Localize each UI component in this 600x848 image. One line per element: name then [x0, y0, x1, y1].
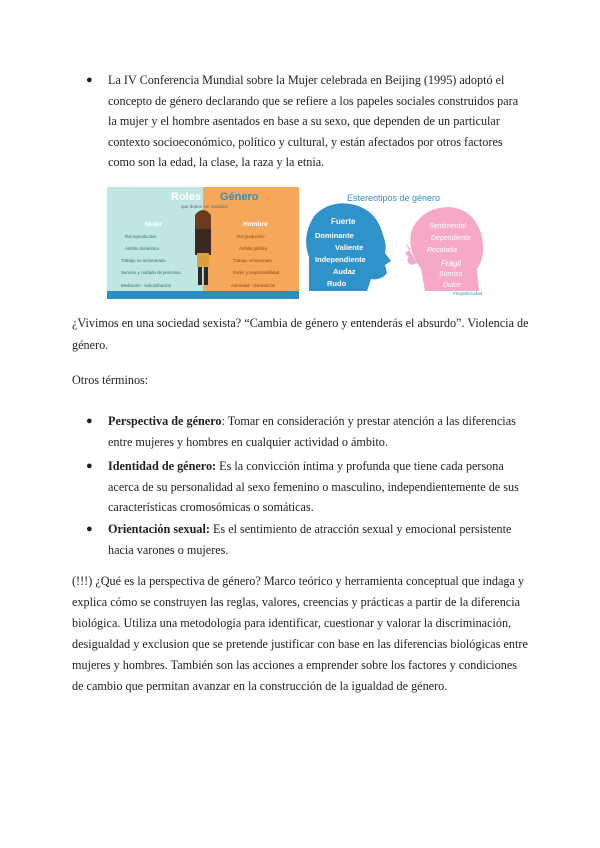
female-word: Sentimental: [429, 223, 466, 230]
term-definition-start: Es la convicción íntima y profunda que tiene cada persona: [216, 459, 504, 473]
term-first-line: [108, 519, 528, 540]
term-first-line: [108, 411, 528, 432]
term-name: Identidad de género:: [108, 459, 217, 473]
para-line: explica cómo se construyen las reglas, valores, creencias y prácticas a partir de la diferencia: [72, 595, 521, 609]
female-word: Sumisa: [439, 271, 463, 278]
hombre-item: Trabajo remunerado: [233, 258, 272, 263]
roles-title-c: Género: [219, 191, 259, 203]
term-perspectiva: [86, 411, 528, 452]
roles-subtitle: que deben ser abolidos: [181, 204, 228, 209]
term-first-line: [108, 456, 528, 477]
question-paragraph: [72, 313, 528, 356]
bullet-line: concepto de género declarando que se refiere a los papeles sociales construidos para: [108, 93, 519, 108]
estereotipos-infographic: [301, 187, 492, 299]
col-mujer-heading: Mujer: [145, 221, 163, 228]
bullet-line: la mujer y el hombre asentados en base a su sexo, que dependen de un particular: [108, 114, 500, 128]
hombre-item: Rol productivo: [237, 234, 265, 239]
term-definition-start: Es el sentimiento de atracción sexual y emocional persistente: [209, 522, 512, 536]
hombre-item: Autoridad - dominación: [231, 283, 276, 288]
male-word: Independiente: [315, 255, 366, 264]
term-name: Orientación sexual:: [108, 522, 210, 536]
roles-title-b: de: [204, 191, 217, 203]
col-hombre-heading: Hombre: [243, 221, 268, 228]
otros-terminos-heading: Otros términos:: [72, 373, 149, 387]
roles-title: [171, 191, 258, 203]
female-word: Recatada: [427, 247, 457, 254]
bullet-dot: ●: [86, 460, 93, 472]
term-orientacion: [86, 519, 528, 560]
mujer-item: Servicio y cuidado de personas: [121, 270, 181, 275]
bullet-beijing: [86, 70, 528, 173]
term-definition-start: : Tomar en consideración y prestar atención a las diferencias: [221, 414, 516, 428]
mujer-item: Trabajo no remunerado: [121, 258, 166, 263]
female-word: Frágil: [441, 259, 462, 268]
roles-infographic: [107, 187, 299, 299]
hashtag-label: #SoyMiCiudad: [453, 291, 483, 296]
estereotipos-title: Estereotipos de género: [347, 193, 441, 203]
male-word: Rudo: [327, 279, 347, 288]
male-word: Audaz: [333, 267, 356, 276]
mujer-item: Rol reproductivo: [125, 234, 157, 239]
para-line: (!!!) ¿Qué es la perspectiva de género? Marco teórico y herramienta conceptual que indaga y: [72, 574, 525, 588]
bullet-line: La IV Conferencia Mundial sobre la Mujer celebrada en Beijing (1995) adoptó el: [108, 73, 505, 87]
bullet-line: contexto socioeconómico, político y cultural, y están afectados por otros factores: [108, 134, 503, 149]
bullet-dot: ●: [86, 523, 93, 535]
roles-title-a: Roles: [171, 191, 201, 203]
term-identidad: [86, 456, 528, 518]
question-line: género.: [72, 337, 109, 352]
para-line: de cambio que permitan avanzar en la construcción de la igualdad de género.: [72, 679, 448, 693]
bullet-dot: ●: [86, 74, 93, 86]
term-line: entre mujeres y hombres en cualquier actividad o ámbito.: [108, 434, 388, 449]
bullet-line: como son la edad, la clase, la raza y la etnia.: [108, 155, 325, 169]
mujer-item: Ámbito doméstico: [125, 246, 160, 251]
mujer-item: Mediación - subordinación: [121, 283, 172, 288]
male-word: Dominante: [315, 231, 354, 240]
male-word: Valiente: [335, 243, 364, 252]
female-word: Dependiente: [431, 235, 471, 242]
term-line: características cromosómicas o somáticas.: [108, 500, 314, 514]
bullet-dot: ●: [86, 415, 93, 427]
term-line: hacia varones o mujeres.: [108, 542, 229, 557]
figure-images: [107, 187, 492, 299]
hombre-item: Ámbito público: [239, 246, 268, 251]
term-name: Perspectiva de género: [108, 414, 222, 428]
male-word: Fuerte: [331, 217, 356, 226]
term-line: acerca de su personalidad al sexo femenino o masculino, independientemente de sus: [108, 479, 519, 494]
para-line: biológica. Utiliza una metodología para identificar, cuestionar y valorar la discriminación,: [72, 616, 512, 630]
para-line: mujeres y hombres. También son las acciones a emprender sobre los factores y condiciones: [72, 658, 517, 672]
para-line: desigualdad y exclusion que se pretende justificar con base en las diferencias biológicas entre: [72, 637, 528, 651]
perspectiva-paragraph: [72, 571, 528, 697]
hombre-item: Poder y responsabilidad: [233, 270, 280, 275]
question-line: ¿Vivimos en una sociedad sexista? “Cambia de género y entenderás el absurdo”. Violencia de: [72, 316, 529, 330]
female-word: Dulce: [443, 282, 461, 289]
